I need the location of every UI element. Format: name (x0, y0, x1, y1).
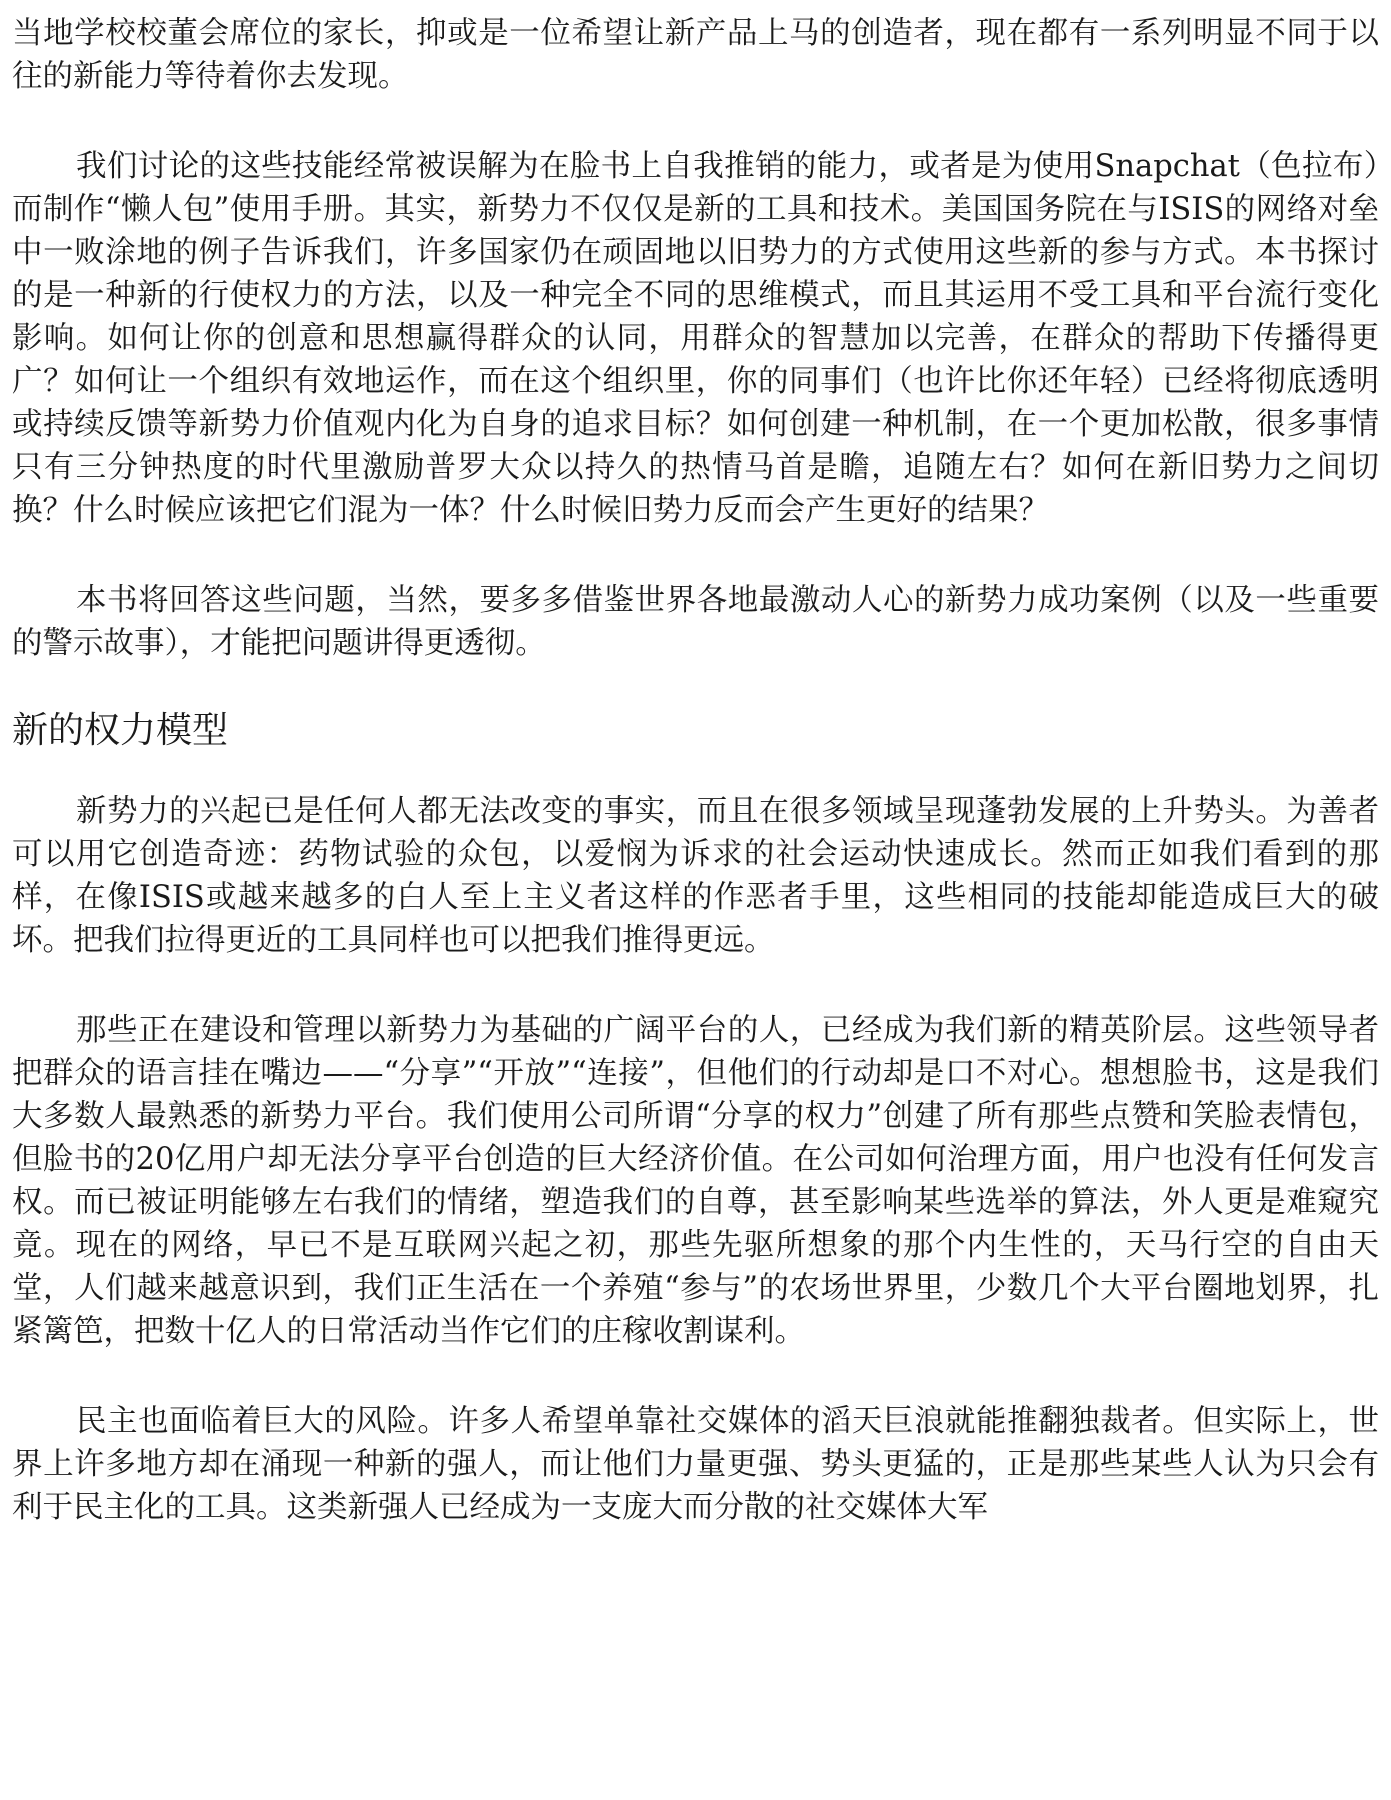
heading-gap (12, 665, 1379, 708)
paragraph-gap (12, 532, 1379, 579)
section-heading: 新的权力模型 (12, 710, 229, 751)
paragraph-gap (12, 98, 1379, 145)
paragraph-gap (12, 1353, 1379, 1400)
paragraph-4: 新势力的兴起已是任何人都无法改变的事实，而且在很多领域呈现蓬勃发展的上升势头。为善者可以用它创造奇迹：药物试验的众包，以爱悯为诉求的社会运动快速成长。然而正如我们看到的那样，在像ISIS或越来越多的白人至上主义者这样的作恶者手里，这些相同的技能却能造成巨大的破坏。把我们拉得更近的工具同样也可以把我们推得更远。 (12, 794, 1379, 958)
heading-gap (12, 754, 1379, 790)
paragraph-2: 我们讨论的这些技能经常被误解为在脸书上自我推销的能力，或者是为使用Snapchat（色拉布）而制作“懒人包”使用手册。其实，新势力不仅仅是新的工具和技术。美国国务院在与ISIS的网络对垒中一败涂地的例子告诉我们，许多国家仍在顽固地以旧势力的方式使用这些新的参与方式。本书探讨的是一种新的行使权力的方法，以及一种完全不同的思维模式，而且其运用不受工具和平台流行变化影响。如何让你的创意和思想赢得群众的认同，用群众的智慧加以完善，在群众的帮助下传播得更广？如何让一个组织有效地运作，而在这个组织里，你的同事们（也许比你还年轻）已经将彻底透明或持续反馈等新势力价值观内化为自身的追求目标？如何创建一种机制，在一个更加松散，很多事情只有三分钟热度的时代里激励普罗大众以持久的热情马首是瞻，追随左右？如何在新旧势力之间切换？什么时候应该把它们混为一体？什么时候旧势力反而会产生更好的结果？ (12, 149, 1379, 528)
paragraph-1: 当地学校校董会席位的家长，抑或是一位希望让新产品上马的创造者，现在都有一系列明显不同于以往的新能力等待着你去发现。 (12, 16, 1379, 94)
paragraph-5: 那些正在建设和管理以新势力为基础的广阔平台的人，已经成为我们新的精英阶层。这些领导者把群众的语言挂在嘴边——“分享”“开放”“连接”，但他们的行动却是口不对心。想想脸书，这是我们大多数人最熟悉的新势力平台。我们使用公司所谓“分享的权力”创建了所有那些点赞和笑脸表情包，但脸书的20亿用户却无法分享平台创造的巨大经济价值。在公司如何治理方面，用户也没有任何发言权。而已被证明能够左右我们的情绪，塑造我们的自尊，甚至影响某些选举的算法，外人更是难窥究竟。现在的网络，早已不是互联网兴起之初，那些先驱所想象的那个内生性的，天马行空的自由天堂，人们越来越意识到，我们正生活在一个养殖“参与”的农场世界里，少数几个大平台圈地划界，扎紧篱笆，把数十亿人的日常活动当作它们的庄稼收割谋利。 (12, 1013, 1379, 1349)
paragraph-gap (12, 962, 1379, 1009)
paragraph-3: 本书将回答这些问题，当然，要多多借鉴世界各地最激动人心的新势力成功案例（以及一些重要的警示故事），才能把问题讲得更透彻。 (12, 583, 1379, 661)
paragraph-6: 民主也面临着巨大的风险。许多人希望单靠社交媒体的滔天巨浪就能推翻独裁者。但实际上，世界上许多地方却在涌现一种新的强人，而让他们力量更强、势头更猛的，正是那些某些人认为只会有利于民主化的工具。这类新强人已经成为一支庞大而分散的社交媒体大军 (12, 1404, 1379, 1525)
document-page (12, 12, 1379, 1529)
